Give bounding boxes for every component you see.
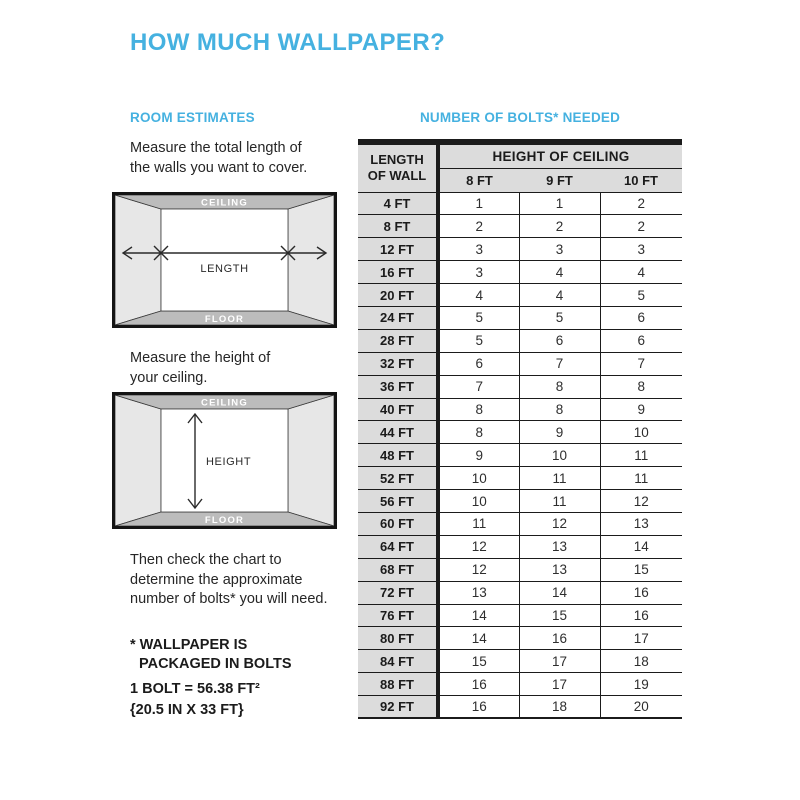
floor-label: FLOOR — [204, 515, 245, 526]
step-1-text — [130, 139, 307, 178]
bolt-count-cell: 4 — [519, 261, 600, 284]
bolt-count-cell: 16 — [519, 627, 600, 650]
bolt-count-cell: 16 — [438, 673, 519, 696]
table-row — [358, 627, 682, 650]
room-estimates-heading: ROOM ESTIMATES — [130, 110, 255, 125]
step-3-text — [130, 551, 327, 610]
table-row — [358, 421, 682, 444]
bolts-note-line: * WALLPAPER IS — [130, 637, 248, 653]
bolt-count-cell: 18 — [600, 650, 682, 673]
bolts-note-line: PACKAGED IN BOLTS — [139, 655, 292, 672]
table-row — [358, 261, 682, 284]
bolts-table-body — [358, 192, 682, 718]
bolt-count-cell: 4 — [600, 261, 682, 284]
wall-length-cell: 88 FT — [358, 673, 438, 696]
table-row — [358, 558, 682, 581]
room-length-diagram — [112, 192, 337, 328]
wall-length-cell: 32 FT — [358, 352, 438, 375]
bolt-count-cell: 12 — [438, 535, 519, 558]
floor-label: FLOOR — [204, 314, 245, 325]
bolt-count-cell: 5 — [438, 329, 519, 352]
wall-length-header-line: LENGTH — [370, 152, 424, 168]
table-row — [358, 490, 682, 513]
step-3-line: number of bolts* you will need. — [130, 591, 328, 607]
bolt-count-cell: 19 — [600, 673, 682, 696]
bolt-count-cell: 6 — [438, 352, 519, 375]
bolt-count-cell: 1 — [519, 192, 600, 215]
bolt-count-cell: 8 — [438, 421, 519, 444]
bolt-count-cell: 9 — [438, 444, 519, 467]
step-3-line: Then check the chart to — [130, 552, 282, 568]
wall-length-cell: 40 FT — [358, 398, 438, 421]
bolt-count-cell: 17 — [519, 673, 600, 696]
bolt-count-cell: 14 — [438, 627, 519, 650]
bolt-count-cell: 12 — [438, 558, 519, 581]
column-header-cell: 9 FT — [519, 168, 600, 192]
bolt-count-cell: 8 — [519, 398, 600, 421]
bolt-count-cell: 16 — [600, 581, 682, 604]
wall-length-cell: 16 FT — [358, 261, 438, 284]
ceiling-height-diagram — [112, 392, 337, 529]
step-1-line: the walls you want to cover. — [130, 159, 308, 176]
bolt-count-cell: 3 — [600, 238, 682, 261]
height-measure-label: HEIGHT — [206, 456, 252, 468]
table-row — [358, 535, 682, 558]
wall-length-cell: 64 FT — [358, 535, 438, 558]
table-row — [358, 398, 682, 421]
step-2-line: Measure the height of — [130, 350, 271, 366]
bolt-count-cell: 10 — [519, 444, 600, 467]
wall-length-cell: 12 FT — [358, 238, 438, 261]
column-header-cell: 10 FT — [600, 168, 682, 192]
step-2-text — [130, 349, 270, 388]
bolts-table-heading: NUMBER OF BOLTS* NEEDED — [419, 110, 621, 125]
bolt-count-cell: 17 — [600, 627, 682, 650]
table-row — [358, 696, 682, 719]
bolt-count-cell: 8 — [519, 375, 600, 398]
bolt-size-spec — [130, 679, 260, 720]
bolt-count-cell: 8 — [438, 398, 519, 421]
step-3-line: determine the approximate — [130, 571, 303, 588]
bolt-count-cell: 2 — [600, 192, 682, 215]
bolt-count-cell: 7 — [438, 375, 519, 398]
bolt-count-cell: 15 — [519, 604, 600, 627]
bolt-size-line: 1 BOLT = 56.38 FT² — [130, 681, 260, 697]
bolts-table-container — [358, 139, 682, 719]
bolt-count-cell: 13 — [519, 535, 600, 558]
bolt-count-cell: 15 — [438, 650, 519, 673]
table-row — [358, 329, 682, 352]
table-row — [358, 650, 682, 673]
length-measure-label: LENGTH — [200, 263, 249, 275]
wall-length-cell: 68 FT — [358, 558, 438, 581]
bolts-packaging-note — [130, 636, 292, 673]
ceiling-label: CEILING — [201, 197, 248, 209]
bolt-count-cell: 6 — [519, 329, 600, 352]
bolt-count-cell: 1 — [438, 192, 519, 215]
bolt-count-cell: 2 — [519, 215, 600, 238]
group-header-row — [358, 142, 682, 168]
bolt-count-cell: 13 — [600, 512, 682, 535]
bolt-count-cell: 14 — [600, 535, 682, 558]
table-row — [358, 444, 682, 467]
wall-length-cell: 56 FT — [358, 490, 438, 513]
table-row — [358, 604, 682, 627]
table-row — [358, 375, 682, 398]
table-row — [358, 352, 682, 375]
bolt-count-cell: 10 — [438, 490, 519, 513]
page-title: HOW MUCH WALLPAPER? — [130, 29, 446, 56]
wall-length-cell: 36 FT — [358, 375, 438, 398]
wall-length-cell: 8 FT — [358, 215, 438, 238]
wall-length-cell: 48 FT — [358, 444, 438, 467]
bolt-count-cell: 6 — [600, 329, 682, 352]
bolt-count-cell: 16 — [438, 696, 519, 719]
wall-length-cell: 24 FT — [358, 306, 438, 329]
table-row — [358, 581, 682, 604]
bolt-count-cell: 3 — [438, 238, 519, 261]
bolt-count-cell: 8 — [600, 375, 682, 398]
wall-length-cell: 4 FT — [358, 192, 438, 215]
bolt-count-cell: 14 — [519, 581, 600, 604]
wall-length-cell: 92 FT — [358, 696, 438, 719]
wall-length-cell: 84 FT — [358, 650, 438, 673]
bolt-count-cell: 13 — [519, 558, 600, 581]
bolt-count-cell: 15 — [600, 558, 682, 581]
ceiling-label: CEILING — [201, 397, 248, 409]
step-1-line: Measure the total length of — [130, 140, 302, 156]
ceiling-height-header-cell: HEIGHT OF CEILING — [438, 142, 682, 168]
bolt-count-cell: 18 — [519, 696, 600, 719]
bolt-count-cell: 5 — [438, 306, 519, 329]
wall-length-cell: 60 FT — [358, 512, 438, 535]
bolt-count-cell: 2 — [600, 215, 682, 238]
wall-length-cell: 52 FT — [358, 467, 438, 490]
wall-length-cell: 80 FT — [358, 627, 438, 650]
table-row — [358, 673, 682, 696]
bolt-count-cell: 12 — [519, 512, 600, 535]
left-wall-shape — [115, 395, 161, 526]
back-wall-shape — [161, 209, 288, 311]
wall-length-header-line: OF WALL — [367, 168, 427, 184]
wall-length-cell: 72 FT — [358, 581, 438, 604]
wall-length-cell: 28 FT — [358, 329, 438, 352]
bolt-count-cell: 11 — [600, 467, 682, 490]
bolt-count-cell: 11 — [519, 490, 600, 513]
bolt-count-cell: 9 — [519, 421, 600, 444]
bolt-count-cell: 11 — [600, 444, 682, 467]
wall-length-header-cell — [358, 142, 438, 192]
right-wall-shape — [288, 395, 334, 526]
bolt-count-cell: 7 — [600, 352, 682, 375]
column-header-cell: 8 FT — [438, 168, 519, 192]
wall-length-cell: 44 FT — [358, 421, 438, 444]
step-2-line: your ceiling. — [130, 369, 208, 386]
bolt-count-cell: 5 — [600, 284, 682, 307]
bolts-table — [358, 139, 682, 719]
bolt-count-cell: 17 — [519, 650, 600, 673]
table-row — [358, 512, 682, 535]
table-row — [358, 238, 682, 261]
table-row — [358, 215, 682, 238]
bolt-count-cell: 6 — [600, 306, 682, 329]
table-row — [358, 284, 682, 307]
bolt-count-cell: 20 — [600, 696, 682, 719]
bolt-count-cell: 11 — [438, 512, 519, 535]
wall-length-cell: 20 FT — [358, 284, 438, 307]
table-row — [358, 306, 682, 329]
bolt-count-cell: 13 — [438, 581, 519, 604]
bolt-count-cell: 5 — [519, 306, 600, 329]
bolt-count-cell: 9 — [600, 398, 682, 421]
bolt-count-cell: 10 — [600, 421, 682, 444]
bolt-count-cell: 3 — [438, 261, 519, 284]
bolt-count-cell: 16 — [600, 604, 682, 627]
bolt-count-cell: 10 — [438, 467, 519, 490]
bolt-count-cell: 11 — [519, 467, 600, 490]
bolt-count-cell: 7 — [519, 352, 600, 375]
bolt-count-cell: 14 — [438, 604, 519, 627]
bolt-count-cell: 4 — [438, 284, 519, 307]
bolt-count-cell: 4 — [519, 284, 600, 307]
table-row — [358, 467, 682, 490]
table-row — [358, 192, 682, 215]
bolt-count-cell: 12 — [600, 490, 682, 513]
bolt-count-cell: 2 — [438, 215, 519, 238]
bolt-size-line: {20.5 IN X 33 FT} — [130, 701, 244, 718]
wall-length-cell: 76 FT — [358, 604, 438, 627]
bolt-count-cell: 3 — [519, 238, 600, 261]
